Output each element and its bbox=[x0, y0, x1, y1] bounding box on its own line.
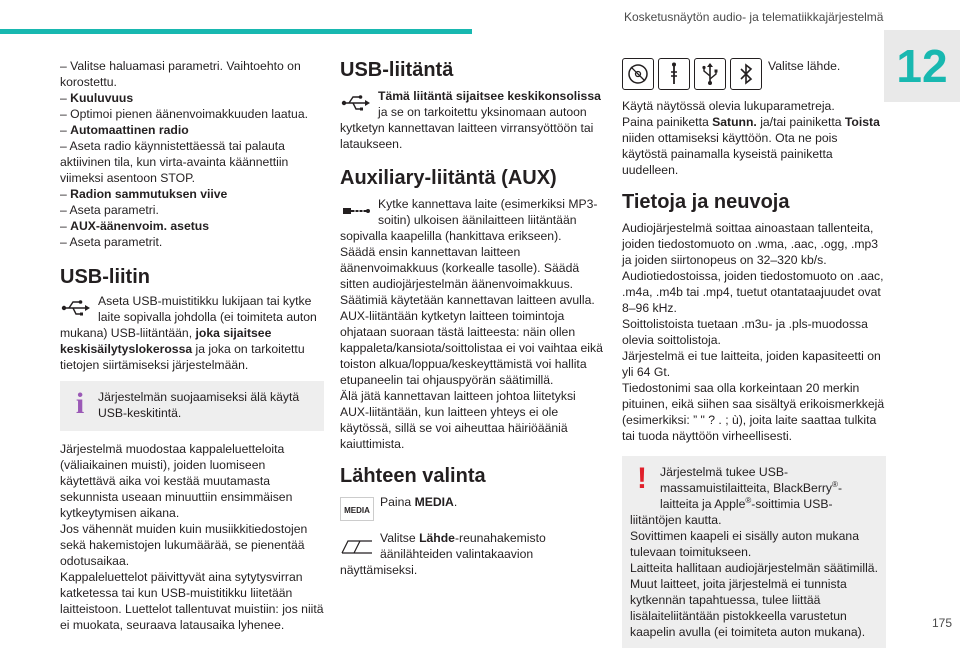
cd-icon bbox=[622, 58, 654, 90]
aux-section-title: Auxiliary-liitäntä (AUX) bbox=[340, 167, 557, 189]
source-icons bbox=[622, 58, 762, 90]
usb-port-paragraph: Tämä liitäntä sijaitsee keskikonsolissa ja se on tarkoitettu yksinomaan autoon kytketyn kannettavan laitteen virransyöttöön tai lataukseen. bbox=[340, 89, 601, 151]
usb-port-title: USB-liitäntä bbox=[340, 59, 454, 81]
info-paragraph: Audiojärjestelmä soittaa ainoastaan tallenteita, joiden tiedostomuoto on .wma, .aac, .ogg, .mp3 ja joiden siirtonopeus on 32–320 kb/s. Audiotiedostoissa, joiden tiedostomuoto on .aac, .m4a, .m4b tai .mp4, tuetut otantataajuudet ovat 8–96 kHz. Soittolistoista tuetaan .m3u- ja .pls-muodossa olevia soittolistoja. Järjestelmä ei tue laitteita, joiden kapasiteetti on yli 64 Gt. Tiedostonimi saa olla korkeintaan 20 merkin pituinen, eikä siihen saa sisältyä erikoismerkkejä (esimerkiksi: ” " ? . ; ù), joita laite saattaa tulkita tai tuoda näyttöön virheellisesti. bbox=[622, 221, 885, 443]
list-item: – Kuuluvuus bbox=[60, 91, 134, 105]
list-item: – Optimoi pienen äänenvoimakkuuden laatua. bbox=[60, 107, 308, 121]
list-item: – Aseta radio käynnistettäessä tai palauta aktiivinen tila, kun virta-avainta käännettiin viimeksi asentoon STOP. bbox=[60, 139, 289, 185]
aux-paragraph: Kytke kannettava laite (esimerkiksi MP3-soitin) ulkoisen äänilaitteen liitäntään sopivalla kaapelilla (hankittava erikseen). Säädä ensin kannettavan laitteen äänenvoimakkuus (korkealle tasolle). Säädä sitten audiojärjestelmän äänenvoimakkuus. Säätimiä käytetään kannettavan laitteen avulla. AUX-liitäntään kytketyn laitteen toimintoja ohjataan suoraan tästä laitteesta: näin ollen kappaleta/kansiota/soittolistaa ei voi vaihtaa eikä toiston alkua/loppua/keskeyttämistä voi hallita etupaneelin tai ohjauspyörän säätimillä. Älä jätä kannettavan laitteen johtoa liitetyksi AUX-liitäntään, kun laitteen yhteys ei ole käytössä, sillä se voi aiheuttaa häiriöääniä kaiuttimista. bbox=[340, 197, 603, 451]
column-2 bbox=[340, 58, 604, 578]
page-number: 175 bbox=[931, 616, 952, 630]
source-selection-title: Lähteen valinta bbox=[340, 465, 486, 487]
playback-paragraph: Käytä näytössä olevia lukuparametreja. Paina painiketta Satunn. ja/tai painiketta Toista niiden ottamiseksi käyttöön. Ota ne pois käytöstä painamalla kyseistä painiketta uudelleen. bbox=[622, 99, 880, 177]
warning-note: ! Järjestelmä tukee USB-massamuistilaitteita, BlackBerry®-laitteita ja Apple®-soittimia USB-liitäntöjen kautta. Sovittimen kaapeli ei sisälly auton mukana tulevaan toimitukseen. Laitteita hallitaan audiojärjestelmän säätimillä. Muut laitteet, joita järjestelmä ei tunnista kytkennän tapahtuessa, tulee liittää lisälaiteliitäntään pistokkeella varustetun kaapelin avulla (ei toimiteta auton mukana). bbox=[622, 456, 886, 648]
list-item: – Aseta parametrit. bbox=[60, 235, 163, 249]
chapter-number-tab: 12 bbox=[884, 30, 960, 102]
bluetooth-icon bbox=[730, 58, 762, 90]
svg-text:MEDIA: MEDIA bbox=[344, 506, 370, 515]
list-item: – Valitse haluamasi parametri. Vaihtoehto on korostettu. bbox=[60, 59, 301, 89]
usb-icon bbox=[694, 58, 726, 90]
page-header-title: Kosketusnäytön audio- ja telematiikkajärjestelmä bbox=[624, 10, 884, 24]
list-item: – Aseta parametri. bbox=[60, 203, 159, 217]
usb-icon bbox=[60, 295, 92, 321]
aux-jack-icon bbox=[340, 198, 372, 224]
media-step: MEDIA Paina MEDIA. bbox=[340, 494, 604, 510]
column-3 bbox=[622, 58, 886, 648]
source-icons-row: Valitse lähde. bbox=[622, 58, 886, 92]
usb-paragraph: Aseta USB-muistitikku lukijaan tai kytke laite sopivalla johdolla (ei toimiteta auton mukana) USB-liitäntään, joka sijaitsee keskisäilytyslokerossa ja joka on tarkoitettu tietojen siirtämiseksi järjestelmään. bbox=[60, 294, 317, 372]
header-accent-bar bbox=[0, 29, 472, 34]
warning-icon: ! bbox=[637, 462, 647, 495]
info-note: i Järjestelmän suojaamiseksi älä käytä USB-keskitintä. bbox=[60, 381, 324, 431]
list-item: – Automaattinen radio bbox=[60, 123, 189, 137]
list-item: – Radion sammutuksen viive bbox=[60, 187, 228, 201]
usb-details-paragraph: Järjestelmä muodostaa kappaleluetteloita (väliaikainen muisti), joiden luomiseen käytettävä aika voi kestää muutamasta sekunnista useaan minuuttiin ensimmäisen kytkeytymisen aikana. Jos vähennät muiden kuin musiikkitiedostojen sekä hakemistojen lukumäärää, se pienentää odotusaikaa. Kappaleluettelot päivittyvät aina sytytysvirran katketessa tai kun USB-muistitikku liitetään laitteistoon. Luettelot tallentuvat muistiin: jos niitä ei muokata, seuraava latausaika lyhenee. bbox=[60, 442, 324, 632]
settings-list bbox=[60, 58, 324, 250]
usb-icon bbox=[340, 90, 372, 116]
usb-section-title: USB-liitin bbox=[60, 266, 150, 288]
source-step: Valitse Lähde-reunahakemisto äänilähteiden valintakaavion näyttämiseksi. bbox=[340, 531, 546, 577]
media-button-icon bbox=[340, 496, 374, 522]
info-icon: i bbox=[75, 387, 85, 420]
info-advice-title: Tietoja ja neuvoja bbox=[622, 191, 790, 213]
column-1 bbox=[60, 58, 324, 633]
aux-jack-icon bbox=[658, 58, 690, 90]
list-item: – AUX-äänenvoim. asetus bbox=[60, 219, 210, 233]
menu-tab-icon bbox=[340, 532, 374, 558]
